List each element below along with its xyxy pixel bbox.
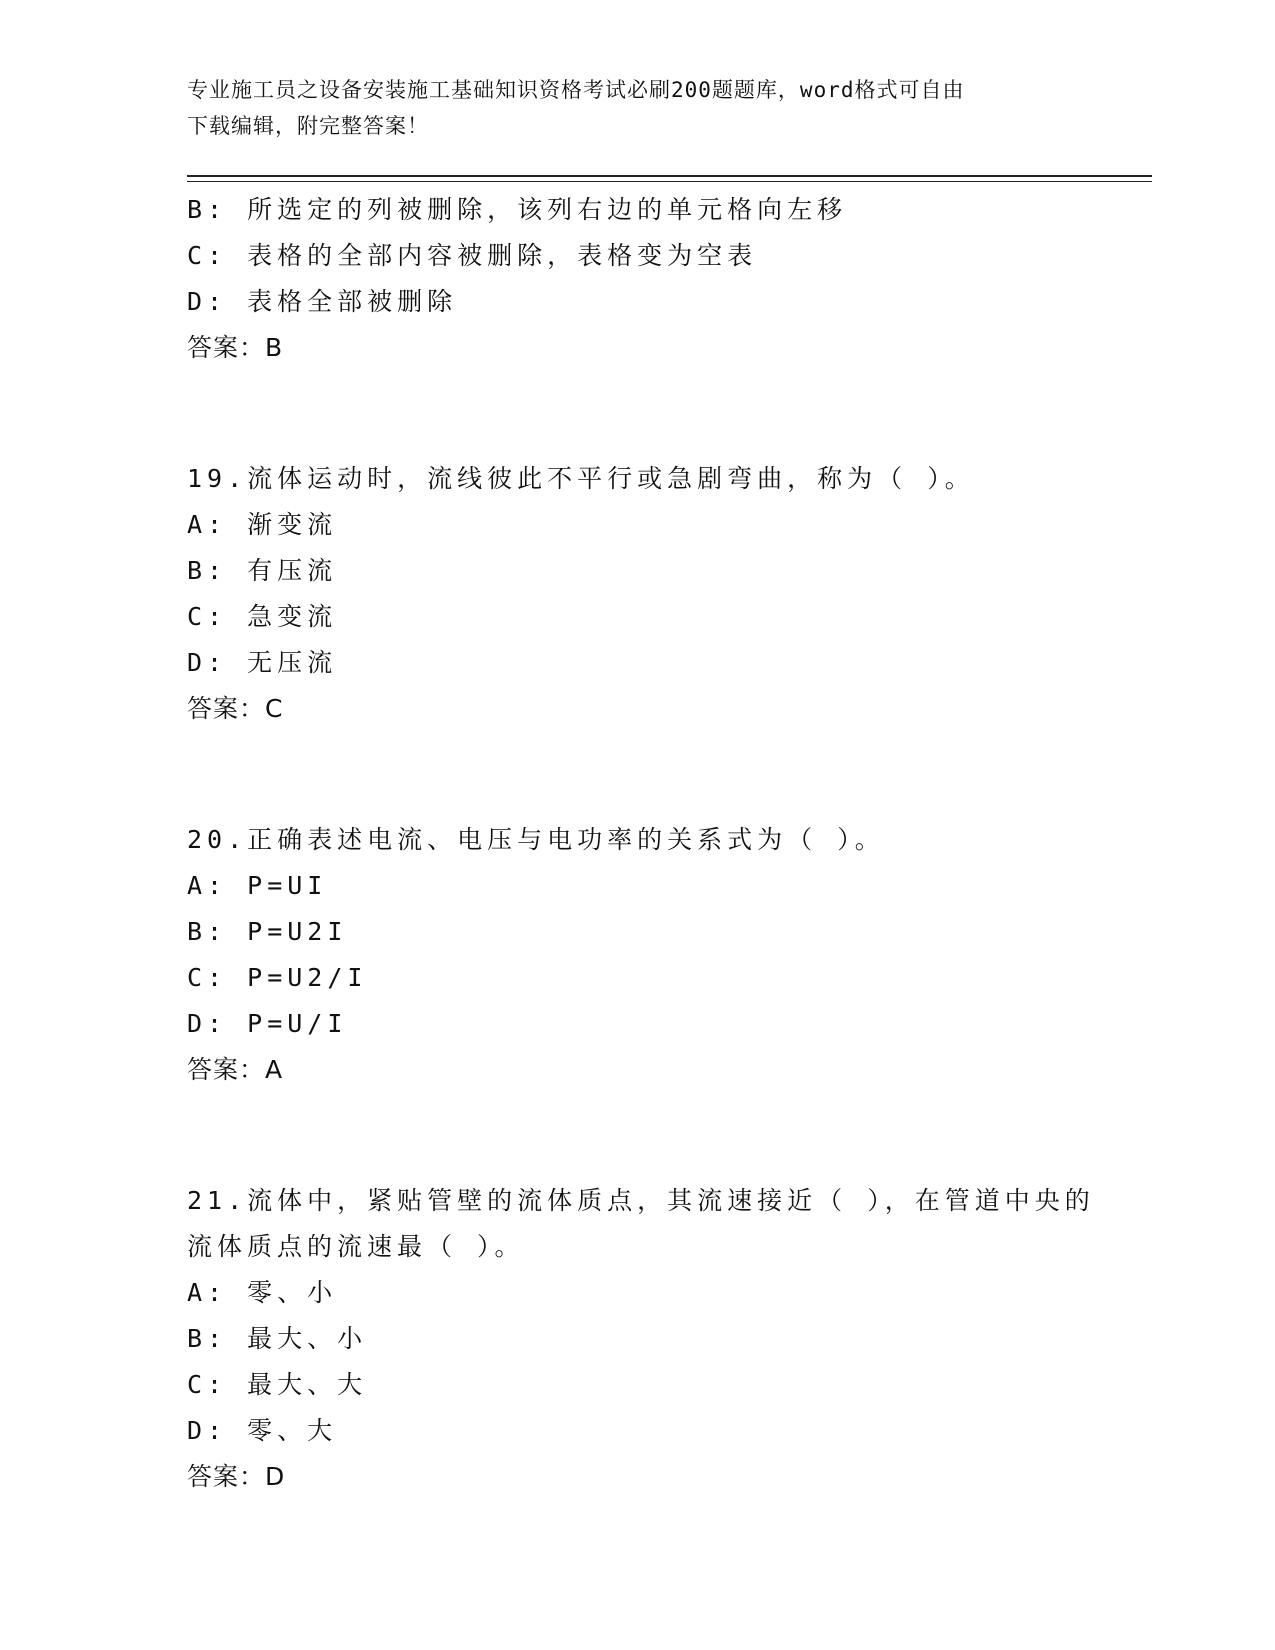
- option-c: C: 表格的全部内容被删除，表格变为空表: [187, 241, 758, 270]
- question-18-continued: [187, 187, 1087, 371]
- option-c: C: 最大、大: [187, 1370, 368, 1399]
- option-a: A: 渐变流: [187, 510, 338, 539]
- answer-line: 答案：A: [187, 1055, 284, 1084]
- option-d: D: P=U/I: [187, 1009, 348, 1038]
- question-stem: 19.流体运动时，流线彼此不平行或急剧弯曲，称为（ ）。: [187, 464, 975, 493]
- option-a: A: P=UI: [187, 871, 328, 900]
- option-d: D: 零、大: [187, 1416, 338, 1445]
- option-b: B: 最大、小: [187, 1324, 368, 1353]
- option-b: B: 所选定的列被删除，该列右边的单元格向左移: [187, 195, 848, 224]
- answer-line: 答案：D: [187, 1462, 286, 1491]
- answer-line: 答案：C: [187, 694, 284, 723]
- question-19: [187, 456, 1087, 732]
- header-rule-thin: [187, 181, 1152, 182]
- question-stem-line-1: 21.流体中，紧贴管壁的流体质点，其流速接近（ ），在管道中央的: [187, 1186, 1095, 1215]
- document-header: [187, 72, 1067, 144]
- header-line-1: 专业施工员之设备安装施工基础知识资格考试必刷200题题库，word格式可自由: [187, 78, 965, 102]
- question-stem: 20.正确表述电流、电压与电功率的关系式为（ ）。: [187, 825, 885, 854]
- answer-line: 答案：B: [187, 333, 284, 362]
- spacer: [187, 732, 1087, 817]
- header-rule-thick: [187, 175, 1152, 177]
- spacer: [187, 1093, 1087, 1178]
- option-c: C: P=U2/I: [187, 963, 368, 992]
- document-body: [187, 187, 1095, 1500]
- option-d: D: 无压流: [187, 648, 338, 677]
- question-20: [187, 817, 1087, 1093]
- spacer: [187, 371, 1087, 456]
- option-d: D: 表格全部被删除: [187, 287, 458, 316]
- header-line-2: 下载编辑，附完整答案！: [187, 114, 429, 138]
- option-b: B: 有压流: [187, 556, 338, 585]
- option-c: C: 急变流: [187, 602, 338, 631]
- option-b: B: P=U2I: [187, 917, 348, 946]
- option-a: A: 零、小: [187, 1278, 338, 1307]
- question-21: [187, 1178, 1095, 1500]
- question-stem-line-2: 流体质点的流速最（ ）。: [187, 1232, 525, 1261]
